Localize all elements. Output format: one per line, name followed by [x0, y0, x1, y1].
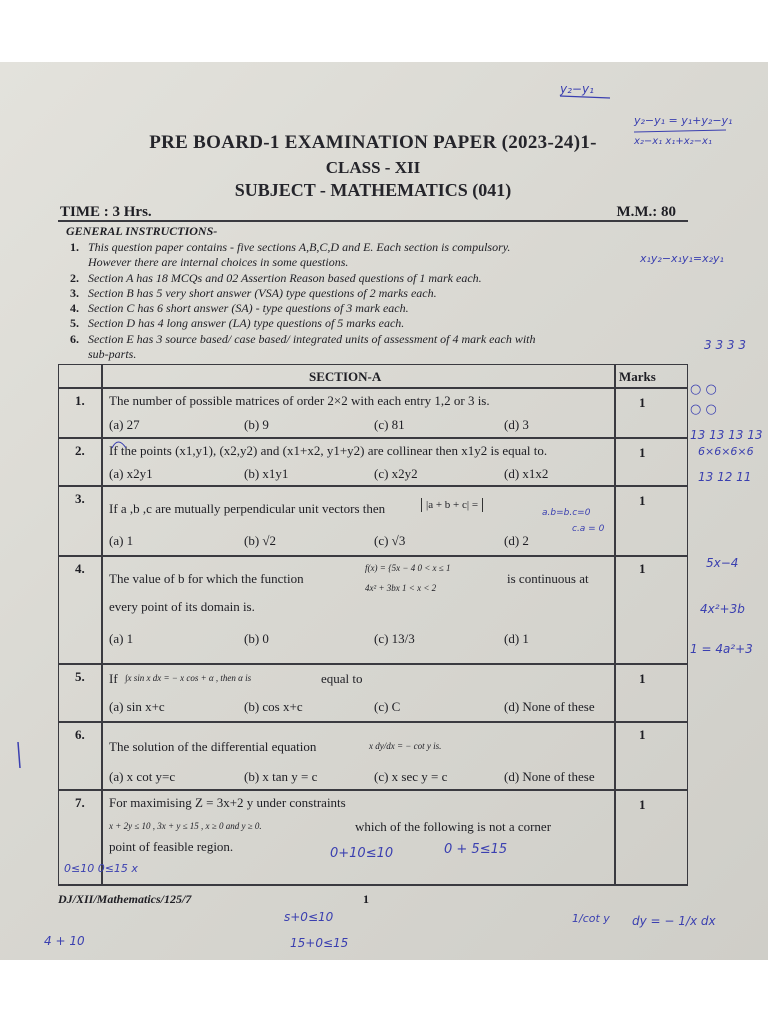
- class-label: CLASS - XII: [325, 158, 421, 177]
- option-d: (d) x1x2: [504, 466, 549, 481]
- question-marks: 1: [639, 493, 646, 508]
- option-b: (b) x tan y = c: [244, 769, 318, 784]
- handwritten-note: 0≤10 0≤15 x: [64, 862, 138, 875]
- handwritten-note: 4x²+3b: [700, 602, 745, 616]
- pen-stroke: [560, 96, 610, 98]
- max-marks-label: M.M.: 80: [616, 204, 676, 220]
- option-c: (c) √3: [374, 533, 406, 548]
- question-text: If the points (x1,y1), (x2,y2) and (x1+x2, y1+y2) are collinear then x1y2 is equal to.: [109, 443, 548, 458]
- exam-title: PRE BOARD-1 EXAMINATION PAPER (2023-24)1-: [149, 132, 597, 153]
- instruction-item: 6. Section E has 3 source based/ case based/ integrated units of assessment of 4 mark each with: [70, 332, 536, 346]
- option-a: (a) x2y1: [109, 466, 153, 481]
- instruction-item: 3. Section B has 5 very short answer (VSA) type questions of 2 marks each.: [70, 286, 437, 300]
- handwritten-note: ○ ○: [690, 402, 717, 417]
- handwritten-note: c.a = 0: [572, 524, 605, 534]
- instruction-item: 1. This question paper contains - five sections A,B,C,D and E. Each section is compulsory.: [70, 240, 511, 254]
- handwritten-note: s+0≤10: [284, 910, 334, 924]
- option-a: (a) sin x+c: [109, 699, 165, 714]
- page-number: 1: [363, 892, 369, 906]
- question-text-continued: equal to: [321, 671, 363, 686]
- pen-stroke: [634, 130, 726, 132]
- question-marks: 1: [639, 671, 646, 686]
- option-a: (a) 1: [109, 631, 134, 646]
- function-formula-line1: f(x) = {5x − 4 0 < x ≤ 1: [365, 563, 451, 573]
- handwritten-note: x₂−x₁ x₁+x₂−x₁: [634, 136, 712, 147]
- question-number: 7.: [75, 795, 85, 810]
- handwritten-note: dy = − 1/x dx: [632, 914, 716, 928]
- question-formula: |a + b + c| =: [421, 498, 483, 512]
- option-d: (d) None of these: [504, 769, 595, 784]
- question-text-continued: which of the following is not a corner: [355, 819, 552, 834]
- option-b: (b) √2: [244, 533, 277, 548]
- question-text: If: [109, 671, 118, 686]
- pen-stroke: [18, 742, 20, 768]
- handwritten-note: 15+0≤15: [290, 936, 349, 950]
- instruction-item: 4. Section C has 6 short answer (SA) - type questions of 3 mark each.: [70, 301, 409, 315]
- question-marks: 1: [639, 727, 646, 742]
- option-a: (a) 1: [109, 533, 134, 548]
- option-c: (c) C: [374, 699, 401, 714]
- question-text-continued: is continuous at: [507, 571, 589, 586]
- question-number: 5.: [75, 669, 85, 684]
- handwritten-note: 4 + 10: [44, 934, 85, 948]
- question-number: 4.: [75, 561, 85, 576]
- question-marks: 1: [639, 445, 646, 460]
- option-b: (b) 0: [244, 631, 269, 646]
- option-b: (b) x1y1: [244, 466, 289, 481]
- question-marks: 1: [639, 561, 646, 576]
- option-d: (d) None of these: [504, 699, 595, 714]
- pen-marks: [0, 62, 768, 960]
- handwritten-note: y₂−y₁ = y₁+y₂−y₁: [634, 114, 733, 127]
- question-marks: 1: [639, 395, 646, 410]
- instruction-item: sub-parts.: [88, 347, 137, 361]
- question-text: The solution of the differential equation: [109, 739, 317, 754]
- question-text: For maximising Z = 3x+2 y under constraints: [109, 795, 346, 810]
- paper-code: DJ/XII/Mathematics/125/7: [58, 892, 192, 906]
- question-text: The value of b for which the function: [109, 571, 304, 586]
- function-formula-line2: 4x² + 3bx 1 < x < 2: [365, 583, 437, 593]
- document-photo: [0, 62, 768, 960]
- handwritten-note: a.b=b.c=0: [542, 508, 591, 518]
- option-c: (c) x2y2: [374, 466, 418, 481]
- question-formula: x dy/dx = − cot y is.: [369, 741, 442, 751]
- option-a: (a) x cot y=c: [109, 769, 176, 784]
- handwritten-note: 3 3 3 3: [704, 338, 746, 352]
- handwritten-note: x₁y₂−x₁y₁=x₂y₁: [640, 252, 724, 265]
- option-b: (b) cos x+c: [244, 699, 303, 714]
- option-b: (b) 9: [244, 417, 269, 432]
- handwritten-note: 0+10≤10: [330, 846, 394, 861]
- option-d: (d) 1: [504, 631, 529, 646]
- time-label: TIME : 3 Hrs.: [60, 204, 152, 220]
- handwritten-note: ○ ○: [690, 382, 717, 397]
- section-heading: SECTION-A: [309, 369, 382, 384]
- option-d: (d) 2: [504, 533, 529, 548]
- marks-heading: Marks: [619, 369, 656, 384]
- question-formula: x + 2y ≤ 10 , 3x + y ≤ 15 , x ≥ 0 and y ≥ 0.: [109, 821, 262, 831]
- handwritten-note: 0 + 5≤15: [444, 842, 508, 857]
- handwritten-note: 5x−4: [706, 556, 739, 570]
- question-text-line2: every point of its domain is.: [109, 599, 255, 614]
- instruction-item: 5. Section D has 4 long answer (LA) type questions of 5 marks each.: [70, 316, 405, 330]
- question-marks: 1: [639, 797, 646, 812]
- question-number: 1.: [75, 393, 85, 408]
- question-number: 2.: [75, 443, 85, 458]
- handwritten-note: 13 13 13 13: [690, 428, 763, 442]
- handwritten-note: 6×6×6×6: [698, 445, 754, 458]
- subject-label: SUBJECT - MATHEMATICS (041): [234, 180, 512, 200]
- option-c: (c) x sec y = c: [374, 769, 448, 784]
- question-text: If a ,b ,c are mutually perpendicular unit vectors then: [109, 501, 386, 516]
- question-number: 3.: [75, 491, 85, 506]
- option-a: (a) 27: [109, 417, 140, 432]
- pen-stroke: [112, 442, 126, 448]
- question-number: 6.: [75, 727, 85, 742]
- instruction-item: 2. Section A has 18 MCQs and 02 Assertion Reason based questions of 1 mark each.: [70, 271, 482, 285]
- instruction-item: However there are internal choices in some questions.: [88, 255, 349, 269]
- question-text: The number of possible matrices of order 2×2 with each entry 1,2 or 3 is.: [109, 393, 490, 408]
- handwritten-note: 1/cot y: [572, 912, 610, 925]
- instructions-title: GENERAL INSTRUCTIONS-: [66, 224, 218, 238]
- handwritten-note: 1 = 4a²+3: [690, 642, 753, 656]
- question-text-line2: point of feasible region.: [109, 839, 234, 854]
- handwritten-note: 13 12 11: [698, 470, 752, 484]
- option-c: (c) 13/3: [374, 631, 415, 646]
- handwritten-note: y₂−y₁: [560, 82, 594, 96]
- option-c: (c) 81: [374, 417, 405, 432]
- option-d: (d) 3: [504, 417, 529, 432]
- question-formula: ∫x sin x dx = − x cos + α , then α is: [125, 673, 252, 683]
